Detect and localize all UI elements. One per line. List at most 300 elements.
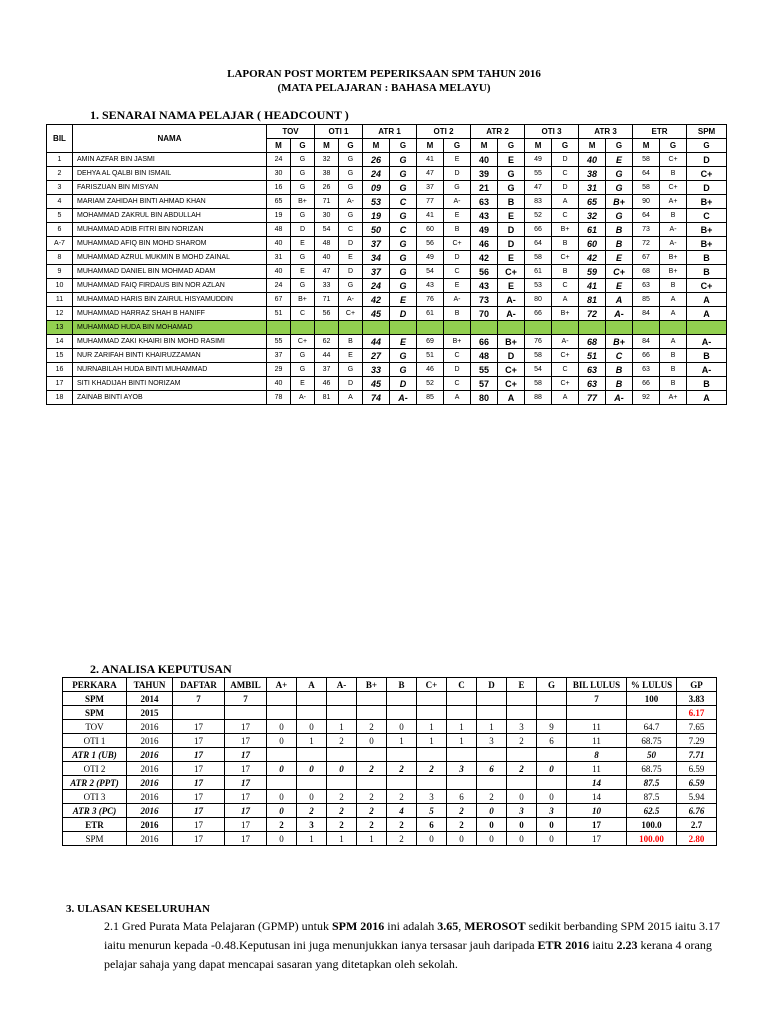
cell: 17	[173, 734, 225, 748]
cell: A-	[390, 391, 417, 405]
cell	[387, 776, 417, 790]
cell: 44	[315, 349, 339, 363]
cell: 63	[471, 195, 498, 209]
cell: B+	[660, 265, 687, 279]
cell: C+	[660, 153, 687, 167]
cell: E	[606, 153, 633, 167]
col-g: G	[498, 139, 525, 153]
cell: A	[552, 391, 579, 405]
cell: 0	[327, 762, 357, 776]
cell: 6.59	[677, 762, 717, 776]
para-bold: SPM 2016	[331, 919, 385, 933]
cell: 1	[327, 832, 357, 846]
cell	[267, 692, 297, 706]
cell	[477, 748, 507, 762]
cell: ETR	[63, 818, 127, 832]
cell: D	[444, 363, 471, 377]
cell: B+	[552, 223, 579, 237]
cell: 29	[267, 363, 291, 377]
cell: C	[552, 209, 579, 223]
cell: 76	[525, 335, 552, 349]
bil-cell: 18	[47, 391, 73, 405]
cell: B	[687, 265, 727, 279]
cell: 48	[471, 349, 498, 363]
cell: 61	[417, 307, 444, 321]
cell	[417, 748, 447, 762]
cell: 6.76	[677, 804, 717, 818]
cell: 0	[267, 734, 297, 748]
bil-cell: 1	[47, 153, 73, 167]
cell: 2015	[127, 706, 173, 720]
cell: 54	[417, 265, 444, 279]
cell: 1	[327, 720, 357, 734]
cell: 7.71	[677, 748, 717, 762]
cell: A	[606, 293, 633, 307]
cell: 47	[417, 167, 444, 181]
cell: 46	[315, 377, 339, 391]
cell: 33	[363, 363, 390, 377]
cell: G	[498, 167, 525, 181]
cell: 17	[225, 818, 267, 832]
col-group-oti2: OTI 2	[417, 125, 471, 139]
cell: C+	[552, 251, 579, 265]
cell: 72	[579, 307, 606, 321]
cell: G	[606, 209, 633, 223]
cell: 0	[537, 832, 567, 846]
section-2-title: 2. ANALISA KEPUTUSAN	[90, 662, 232, 676]
cell: B	[498, 195, 525, 209]
cell: A-	[339, 293, 363, 307]
cell: 61	[525, 265, 552, 279]
cell: 26	[363, 153, 390, 167]
cell: 55	[471, 363, 498, 377]
cell: 09	[363, 181, 390, 195]
cell: 37	[267, 349, 291, 363]
cell: 85	[417, 391, 444, 405]
cell: 56	[471, 265, 498, 279]
cell: 68.75	[627, 734, 677, 748]
cell	[660, 321, 687, 335]
nama-cell: MUHAMMAD ZAKI KHAIRI BIN MOHD RASIMI	[73, 335, 267, 349]
cell: G	[339, 279, 363, 293]
cell: A-	[660, 223, 687, 237]
para-bold: ETR 2016	[537, 938, 590, 952]
cell	[507, 706, 537, 720]
cell: 2016	[127, 748, 173, 762]
cell: 1	[297, 734, 327, 748]
header-cell: DAFTAR	[173, 678, 225, 692]
cell: G	[390, 237, 417, 251]
cell	[327, 776, 357, 790]
col-group-atr3: ATR 3	[579, 125, 633, 139]
col-g: G	[660, 139, 687, 153]
cell: 9	[537, 720, 567, 734]
nama-cell: MUHAMMAD FAIQ FIRDAUS BIN NOR AZLAN	[73, 279, 267, 293]
summary-paragraph	[104, 917, 724, 974]
cell: 17	[225, 832, 267, 846]
cell: 17	[173, 818, 225, 832]
cell: G	[339, 181, 363, 195]
cell: 49	[471, 223, 498, 237]
cell: 0	[267, 832, 297, 846]
cell: E	[444, 209, 471, 223]
cell: 90	[633, 195, 660, 209]
nama-cell: MARIAM ZAHIDAH BINTI AHMAD KHAN	[73, 195, 267, 209]
cell: A-	[687, 335, 727, 349]
cell: 43	[417, 279, 444, 293]
cell: 54	[315, 223, 339, 237]
col-m: M	[633, 139, 660, 153]
cell: B	[660, 363, 687, 377]
cell: 14	[567, 776, 627, 790]
headcount-table	[46, 124, 727, 405]
cell: 17	[173, 748, 225, 762]
cell: 55	[267, 335, 291, 349]
cell: B	[687, 251, 727, 265]
cell	[225, 706, 267, 720]
cell: G	[606, 167, 633, 181]
cell: OTI 3	[63, 790, 127, 804]
cell: G	[291, 153, 315, 167]
para-text: ,	[458, 919, 465, 933]
table-row	[47, 167, 727, 181]
cell: 32	[579, 209, 606, 223]
section-1-title: 1. SENARAI NAMA PELAJAR ( HEADCOUNT )	[90, 108, 349, 122]
cell	[173, 706, 225, 720]
cell: D	[687, 181, 727, 195]
bil-cell: 4	[47, 195, 73, 209]
col-group-spm: SPM	[687, 125, 727, 139]
cell: B+	[660, 251, 687, 265]
cell: 17	[225, 720, 267, 734]
cell	[327, 748, 357, 762]
cell: 84	[633, 335, 660, 349]
cell: 17	[225, 762, 267, 776]
cell	[267, 706, 297, 720]
header-cell: C	[447, 678, 477, 692]
bil-cell: 16	[47, 363, 73, 377]
cell: 26	[315, 181, 339, 195]
cell: C+	[687, 279, 727, 293]
cell: 71	[315, 293, 339, 307]
cell: 7	[173, 692, 225, 706]
cell: 42	[363, 293, 390, 307]
cell: 83	[525, 195, 552, 209]
cell: 2016	[127, 818, 173, 832]
cell: 40	[267, 237, 291, 251]
cell: D	[552, 153, 579, 167]
col-m: M	[525, 139, 552, 153]
cell: 58	[525, 251, 552, 265]
cell: 0	[537, 762, 567, 776]
table-row	[47, 321, 727, 335]
cell: G	[606, 181, 633, 195]
cell: C	[390, 195, 417, 209]
cell: 24	[363, 279, 390, 293]
cell	[297, 776, 327, 790]
cell: 61	[579, 223, 606, 237]
cell: 19	[363, 209, 390, 223]
cell: 3	[447, 762, 477, 776]
cell: C	[444, 265, 471, 279]
bil-cell: 2	[47, 167, 73, 181]
cell: 3	[507, 720, 537, 734]
cell: 6	[537, 734, 567, 748]
cell: A	[552, 293, 579, 307]
cell: B	[660, 377, 687, 391]
cell: E	[444, 153, 471, 167]
nama-cell: ZAINAB BINTI AYOB	[73, 391, 267, 405]
cell: 32	[315, 153, 339, 167]
col-m: M	[579, 139, 606, 153]
cell: 0	[477, 804, 507, 818]
cell: 17	[567, 818, 627, 832]
table-row	[63, 832, 717, 846]
cell: 6	[477, 762, 507, 776]
cell: D	[444, 167, 471, 181]
cell: 17	[225, 790, 267, 804]
table-row	[63, 762, 717, 776]
cell: A	[660, 293, 687, 307]
cell: A	[498, 391, 525, 405]
cell	[498, 321, 525, 335]
cell: B	[552, 265, 579, 279]
cell	[633, 321, 660, 335]
cell: 51	[267, 307, 291, 321]
cell	[552, 321, 579, 335]
cell: 21	[471, 181, 498, 195]
cell: 66	[525, 307, 552, 321]
cell: B+	[498, 335, 525, 349]
cell: 2016	[127, 762, 173, 776]
cell	[267, 748, 297, 762]
cell: 17	[225, 734, 267, 748]
cell: G	[390, 167, 417, 181]
cell: A-	[498, 307, 525, 321]
cell: 74	[363, 391, 390, 405]
cell: C+	[498, 265, 525, 279]
cell: D	[444, 251, 471, 265]
cell	[567, 706, 627, 720]
cell: C	[606, 349, 633, 363]
cell: A+	[660, 195, 687, 209]
cell	[387, 692, 417, 706]
cell: 2	[357, 720, 387, 734]
cell: 2	[387, 762, 417, 776]
table-row	[47, 377, 727, 391]
cell: 0	[267, 762, 297, 776]
cell: 59	[579, 265, 606, 279]
cell: 65	[267, 195, 291, 209]
cell: 2	[327, 804, 357, 818]
nama-cell: MUHAMMAD ADIB FITRI BIN NORIZAN	[73, 223, 267, 237]
cell: 16	[267, 181, 291, 195]
cell	[537, 748, 567, 762]
cell: G	[390, 153, 417, 167]
cell: 68	[633, 265, 660, 279]
cell	[417, 692, 447, 706]
cell: 54	[525, 363, 552, 377]
cell	[507, 748, 537, 762]
cell: G	[390, 363, 417, 377]
cell: 0	[387, 720, 417, 734]
para-text: sedikit berbanding SPM 2015 iaitu 3.17 iaitu menurun kepada -0.48.Keputusan ini juga menunjukkan ianya tersasar jauh daripada	[104, 919, 720, 952]
cell: 41	[579, 279, 606, 293]
cell: 17	[173, 776, 225, 790]
cell: 31	[579, 181, 606, 195]
bil-cell: 5	[47, 209, 73, 223]
cell: 64	[525, 237, 552, 251]
cell: 2	[327, 734, 357, 748]
para-text: kerana 4 orang pelajar sahaja yang dapat mencapai sasaran yang ditetapkan oleh sekolah.	[104, 938, 712, 971]
cell: ATR 2 (PPT)	[63, 776, 127, 790]
table-row	[47, 391, 727, 405]
bil-cell: 15	[47, 349, 73, 363]
cell: A-	[687, 363, 727, 377]
cell: 19	[267, 209, 291, 223]
cell: 39	[471, 167, 498, 181]
cell: 67	[267, 293, 291, 307]
para-text: ini adalah	[384, 919, 438, 933]
nama-cell: NUR ZARIFAH BINTI KHAIRUZZAMAN	[73, 349, 267, 363]
cell: 84	[633, 307, 660, 321]
cell: D	[390, 377, 417, 391]
nama-cell: MOHAMMAD ZAKRUL BIN ABDULLAH	[73, 209, 267, 223]
cell: 2.80	[677, 832, 717, 846]
cell: 78	[267, 391, 291, 405]
table-row	[47, 265, 727, 279]
header-cell: E	[507, 678, 537, 692]
bil-cell: 9	[47, 265, 73, 279]
header-cell: B+	[357, 678, 387, 692]
table-row	[63, 790, 717, 804]
cell: 51	[417, 349, 444, 363]
nama-cell: FARISZUAN BIN MISYAN	[73, 181, 267, 195]
cell: 5.94	[677, 790, 717, 804]
cell: 5	[417, 804, 447, 818]
cell: 0	[477, 832, 507, 846]
header-cell: A-	[327, 678, 357, 692]
cell: 0	[297, 790, 327, 804]
cell: 7.65	[677, 720, 717, 734]
cell: A-	[444, 293, 471, 307]
bil-cell: 17	[47, 377, 73, 391]
nama-cell: AMIN AZFAR BIN JASMI	[73, 153, 267, 167]
cell: C+	[606, 265, 633, 279]
cell: 60	[417, 223, 444, 237]
cell: 64	[633, 209, 660, 223]
cell: 42	[471, 251, 498, 265]
cell: 87.5	[627, 776, 677, 790]
cell: 2	[357, 804, 387, 818]
cell	[627, 706, 677, 720]
cell: 6.17	[677, 706, 717, 720]
cell: 45	[363, 307, 390, 321]
cell: ATR 1 (UB)	[63, 748, 127, 762]
cell: E	[498, 153, 525, 167]
col-g: G	[390, 139, 417, 153]
cell: 3	[297, 818, 327, 832]
cell	[357, 776, 387, 790]
cell: 92	[633, 391, 660, 405]
cell: SPM	[63, 832, 127, 846]
cell: 30	[267, 167, 291, 181]
cell: A+	[660, 391, 687, 405]
cell: 1	[297, 832, 327, 846]
cell: C	[444, 377, 471, 391]
cell: 2016	[127, 720, 173, 734]
cell: C+	[660, 181, 687, 195]
cell: D	[552, 181, 579, 195]
col-g: G	[606, 139, 633, 153]
cell: 50	[627, 748, 677, 762]
col-group-atr1: ATR 1	[363, 125, 417, 139]
cell	[363, 321, 390, 335]
cell: 40	[471, 153, 498, 167]
cell: A	[552, 195, 579, 209]
table-row	[47, 153, 727, 167]
cell: 0	[297, 762, 327, 776]
cell	[507, 776, 537, 790]
cell: B+	[444, 335, 471, 349]
cell: 2	[387, 832, 417, 846]
cell	[387, 706, 417, 720]
nama-cell: MUHAMMAD DANIEL BIN MOHMAD ADAM	[73, 265, 267, 279]
cell: 3	[477, 734, 507, 748]
table-row	[63, 692, 717, 706]
cell: 100.00	[627, 832, 677, 846]
cell: 46	[471, 237, 498, 251]
cell	[447, 776, 477, 790]
bil-cell: 3	[47, 181, 73, 195]
cell	[357, 692, 387, 706]
cell: 27	[363, 349, 390, 363]
cell: 47	[315, 265, 339, 279]
cell: 2016	[127, 832, 173, 846]
cell: 81	[579, 293, 606, 307]
cell	[417, 321, 444, 335]
cell: C	[552, 279, 579, 293]
table-row	[47, 251, 727, 265]
cell: 17	[173, 762, 225, 776]
cell: 73	[633, 223, 660, 237]
cell: G	[390, 251, 417, 265]
cell	[537, 706, 567, 720]
cell: A-	[552, 335, 579, 349]
header-cell: TAHUN	[127, 678, 173, 692]
cell: 2	[267, 818, 297, 832]
cell: G	[291, 251, 315, 265]
cell: G	[390, 209, 417, 223]
cell: 37	[315, 363, 339, 377]
cell: G	[339, 363, 363, 377]
cell: 1	[447, 734, 477, 748]
cell: 11	[567, 720, 627, 734]
cell: 49	[525, 153, 552, 167]
cell: 11	[567, 734, 627, 748]
cell: 52	[417, 377, 444, 391]
cell: 2	[357, 762, 387, 776]
cell: G	[390, 181, 417, 195]
col-g: G	[291, 139, 315, 153]
cell: 0	[537, 818, 567, 832]
cell: 71	[315, 195, 339, 209]
table-row	[63, 720, 717, 734]
cell: SPM	[63, 692, 127, 706]
header-cell: A	[297, 678, 327, 692]
para-bold: MEROSOT	[464, 919, 526, 933]
cell: B	[687, 377, 727, 391]
